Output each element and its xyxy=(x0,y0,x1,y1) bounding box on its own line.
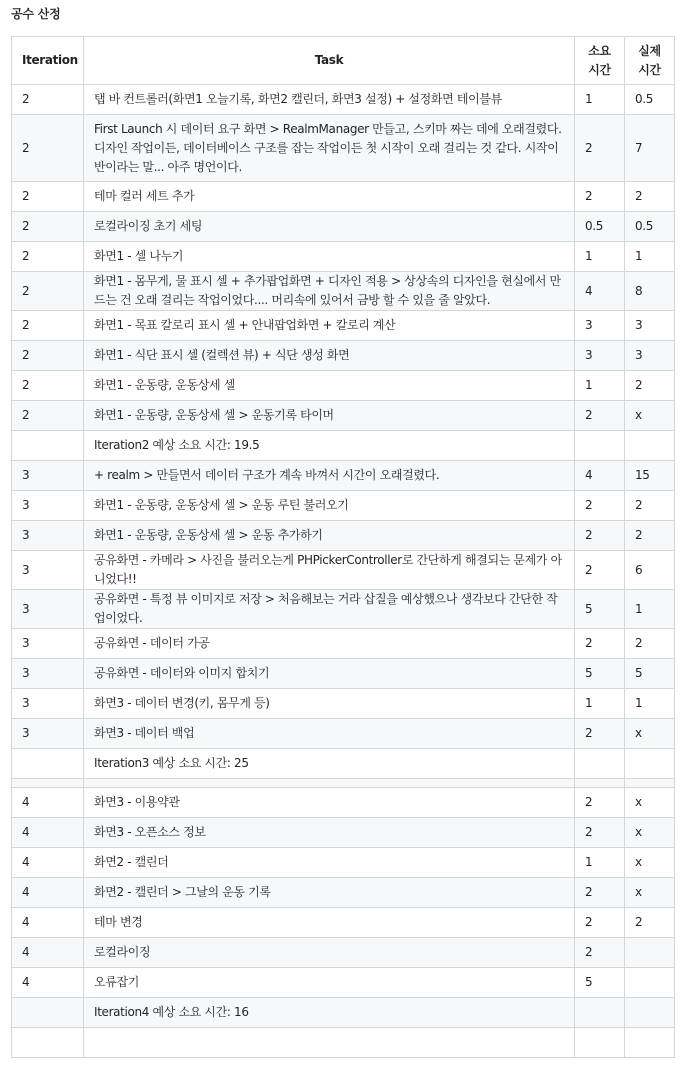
table-row xyxy=(12,779,675,788)
iteration-cell: 4 xyxy=(12,968,84,998)
task-cell: 화면1 - 운동량, 운동상세 셀 > 운동기록 타이머 xyxy=(84,401,575,431)
task-cell: 화면3 - 데이터 변경(키, 몸무게 등) xyxy=(84,689,575,719)
estimated-time-cell xyxy=(575,431,625,461)
iteration-cell: 2 xyxy=(12,311,84,341)
iteration-cell: 2 xyxy=(12,401,84,431)
header-estimated-time-line1: 소요 xyxy=(588,43,611,58)
actual-time-cell: 3 xyxy=(625,341,675,371)
task-cell: 탭 바 컨트롤러(화면1 오늘기록, 화면2 캘린더, 화면3 설정) + 설정화면 테이블뷰 xyxy=(84,85,575,115)
iteration-cell: 2 xyxy=(12,115,84,182)
header-actual-time-line2: 시간 xyxy=(638,62,661,77)
iteration-cell: 3 xyxy=(12,521,84,551)
task-cell: Iteration4 예상 소요 시간: 16 xyxy=(84,998,575,1028)
estimated-time-cell: 1 xyxy=(575,242,625,272)
iteration-cell: 4 xyxy=(12,938,84,968)
actual-time-cell: 2 xyxy=(625,521,675,551)
task-cell xyxy=(84,779,575,788)
iteration-cell: 4 xyxy=(12,818,84,848)
iteration-cell: 2 xyxy=(12,341,84,371)
task-cell: 테마 변경 xyxy=(84,908,575,938)
iteration-cell: 3 xyxy=(12,461,84,491)
actual-time-cell: 5 xyxy=(625,659,675,689)
table-row xyxy=(12,719,675,749)
estimated-time-cell: 2 xyxy=(575,521,625,551)
estimated-time-cell: 1 xyxy=(575,371,625,401)
iteration-cell: 2 xyxy=(12,212,84,242)
actual-time-cell: 2 xyxy=(625,371,675,401)
actual-time-cell xyxy=(625,968,675,998)
table-row xyxy=(12,401,675,431)
iteration-cell: 4 xyxy=(12,908,84,938)
table-row xyxy=(12,341,675,371)
estimated-time-cell: 5 xyxy=(575,968,625,998)
actual-time-cell: 6 xyxy=(625,551,675,590)
table-row xyxy=(12,242,675,272)
iteration-cell: 2 xyxy=(12,272,84,311)
iteration-cell: 4 xyxy=(12,788,84,818)
header-estimated-time-line2: 시간 xyxy=(588,62,611,77)
iteration-cell: 2 xyxy=(12,242,84,272)
table-row xyxy=(12,689,675,719)
header-actual-time xyxy=(625,37,675,85)
estimated-time-cell xyxy=(575,779,625,788)
estimated-time-cell: 2 xyxy=(575,551,625,590)
table-row xyxy=(12,818,675,848)
actual-time-cell: x xyxy=(625,848,675,878)
task-cell: 로컬라이징 xyxy=(84,938,575,968)
header-estimated-time xyxy=(575,37,625,85)
task-cell: 공유화면 - 특정 뷰 이미지로 저장 > 처음해보는 거라 삽질을 예상했으나 생각보다 간단한 작업이었다. xyxy=(84,590,575,629)
task-cell: 화면1 - 식단 표시 셀 (컬렉션 뷰) + 식단 생성 화면 xyxy=(84,341,575,371)
actual-time-cell: 1 xyxy=(625,689,675,719)
estimated-time-cell: 5 xyxy=(575,659,625,689)
iteration-cell: 2 xyxy=(12,371,84,401)
table-row xyxy=(12,1028,675,1058)
table-row xyxy=(12,998,675,1028)
table-header-row xyxy=(12,37,675,85)
table-row xyxy=(12,272,675,311)
iteration-cell: 4 xyxy=(12,878,84,908)
estimated-time-cell: 3 xyxy=(575,341,625,371)
actual-time-cell: 2 xyxy=(625,182,675,212)
task-cell: 테마 컬러 세트 추가 xyxy=(84,182,575,212)
task-cell: 화면1 - 운동량, 운동상세 셀 > 운동 루틴 불러오기 xyxy=(84,491,575,521)
actual-time-cell xyxy=(625,779,675,788)
iteration-cell: 3 xyxy=(12,590,84,629)
task-cell: 화면1 - 셀 나누기 xyxy=(84,242,575,272)
table-row xyxy=(12,878,675,908)
estimated-time-cell xyxy=(575,998,625,1028)
task-cell: 화면1 - 운동량, 운동상세 셀 > 운동 추가하기 xyxy=(84,521,575,551)
actual-time-cell: 1 xyxy=(625,242,675,272)
table-row xyxy=(12,788,675,818)
iteration-cell: 3 xyxy=(12,491,84,521)
actual-time-cell: x xyxy=(625,818,675,848)
estimated-time-cell: 2 xyxy=(575,115,625,182)
actual-time-cell: 2 xyxy=(625,629,675,659)
header-actual-time-line1: 실제 xyxy=(638,43,661,58)
task-cell: 화면3 - 데이터 백업 xyxy=(84,719,575,749)
estimated-time-cell: 4 xyxy=(575,461,625,491)
estimated-time-cell: 2 xyxy=(575,182,625,212)
task-cell: + realm > 만들면서 데이터 구조가 계속 바껴서 시간이 오래걸렸다. xyxy=(84,461,575,491)
table-row xyxy=(12,115,675,182)
iteration-cell: 3 xyxy=(12,689,84,719)
table-row xyxy=(12,551,675,590)
actual-time-cell: 8 xyxy=(625,272,675,311)
task-cell: 화면1 - 몸무게, 물 표시 셀 + 추가팝업화면 + 디자인 적용 > 상상속의 디자인을 현실에서 만드는 건 오래 걸리는 작업이었다.... 머리속에 있어서 금방 할 수 있을 줄 알았다. xyxy=(84,272,575,311)
iteration-cell xyxy=(12,749,84,779)
actual-time-cell: 0.5 xyxy=(625,85,675,115)
actual-time-cell xyxy=(625,1028,675,1058)
actual-time-cell: 0.5 xyxy=(625,212,675,242)
actual-time-cell: x xyxy=(625,788,675,818)
table-row xyxy=(12,938,675,968)
iteration-cell xyxy=(12,431,84,461)
iteration-cell: 3 xyxy=(12,719,84,749)
actual-time-cell: 1 xyxy=(625,590,675,629)
page-title: 공수 산정 xyxy=(11,7,61,21)
iteration-cell: 2 xyxy=(12,182,84,212)
actual-time-cell xyxy=(625,998,675,1028)
actual-time-cell: x xyxy=(625,401,675,431)
estimated-time-cell: 2 xyxy=(575,878,625,908)
actual-time-cell xyxy=(625,938,675,968)
task-cell: 공유화면 - 카메라 > 사진을 불러오는게 PHPickerController로 간단하게 해결되는 문제가 아니었다!! xyxy=(84,551,575,590)
header-task: Task xyxy=(84,37,575,85)
table-row xyxy=(12,848,675,878)
task-cell: 공유화면 - 데이터 가공 xyxy=(84,629,575,659)
task-cell: 화면2 - 캘린더 > 그날의 운동 기록 xyxy=(84,878,575,908)
estimated-time-cell: 2 xyxy=(575,788,625,818)
table-row xyxy=(12,85,675,115)
estimated-time-cell: 2 xyxy=(575,818,625,848)
estimated-time-cell: 1 xyxy=(575,689,625,719)
task-cell: Iteration2 예상 소요 시간: 19.5 xyxy=(84,431,575,461)
iteration-cell: 3 xyxy=(12,659,84,689)
task-cell: 화면2 - 캘린더 xyxy=(84,848,575,878)
table-row xyxy=(12,749,675,779)
iteration-cell xyxy=(12,779,84,788)
estimated-time-cell: 2 xyxy=(575,908,625,938)
table-row xyxy=(12,491,675,521)
table-row xyxy=(12,968,675,998)
task-cell: 화면1 - 운동량, 운동상세 셀 xyxy=(84,371,575,401)
table-row xyxy=(12,431,675,461)
estimated-time-cell: 5 xyxy=(575,590,625,629)
table-row xyxy=(12,461,675,491)
estimated-time-cell: 3 xyxy=(575,311,625,341)
task-cell: 공유화면 - 데이터와 이미지 합치기 xyxy=(84,659,575,689)
task-cell: 화면3 - 이용약관 xyxy=(84,788,575,818)
estimated-time-cell: 1 xyxy=(575,85,625,115)
table-row xyxy=(12,908,675,938)
actual-time-cell: 7 xyxy=(625,115,675,182)
estimated-time-cell: 2 xyxy=(575,629,625,659)
actual-time-cell xyxy=(625,749,675,779)
table-row xyxy=(12,371,675,401)
estimated-time-cell xyxy=(575,1028,625,1058)
iteration-cell: 2 xyxy=(12,85,84,115)
table-row xyxy=(12,629,675,659)
table-row xyxy=(12,311,675,341)
iteration-cell xyxy=(12,1028,84,1058)
actual-time-cell: 2 xyxy=(625,491,675,521)
task-cell: 로컬라이징 초기 세팅 xyxy=(84,212,575,242)
actual-time-cell xyxy=(625,431,675,461)
task-cell: Iteration3 예상 소요 시간: 25 xyxy=(84,749,575,779)
estimated-time-cell: 2 xyxy=(575,491,625,521)
actual-time-cell: 2 xyxy=(625,908,675,938)
estimated-time-cell: 2 xyxy=(575,719,625,749)
iteration-cell xyxy=(12,998,84,1028)
actual-time-cell: x xyxy=(625,878,675,908)
task-cell: 오류잡기 xyxy=(84,968,575,998)
estimated-time-cell: 2 xyxy=(575,938,625,968)
iteration-cell: 3 xyxy=(12,629,84,659)
estimated-time-cell: 0.5 xyxy=(575,212,625,242)
table-row xyxy=(12,659,675,689)
actual-time-cell: 15 xyxy=(625,461,675,491)
estimated-time-cell xyxy=(575,749,625,779)
table-row xyxy=(12,182,675,212)
iteration-cell: 3 xyxy=(12,551,84,590)
table-row xyxy=(12,590,675,629)
estimated-time-cell: 2 xyxy=(575,401,625,431)
task-cell: 화면1 - 목표 칼로리 표시 셀 + 안내팝업화면 + 칼로리 계산 xyxy=(84,311,575,341)
table-row xyxy=(12,521,675,551)
actual-time-cell: x xyxy=(625,719,675,749)
estimated-time-cell: 4 xyxy=(575,272,625,311)
header-iteration: Iteration xyxy=(12,37,84,85)
task-cell: First Launch 시 데이터 요구 화면 > RealmManager 만들고, 스키마 짜는 데에 오래걸렸다. 디자인 작업이든, 데이터베이스 구조를 잡는 작업이든 첫 시작이 오래 걸리는 것 같다. 시작이 반이라는 말... 아주 명언이다. xyxy=(84,115,575,182)
table-row xyxy=(12,212,675,242)
task-cell: 화면3 - 오픈소스 정보 xyxy=(84,818,575,848)
actual-time-cell: 3 xyxy=(625,311,675,341)
iteration-cell: 4 xyxy=(12,848,84,878)
estimated-time-cell: 1 xyxy=(575,848,625,878)
effort-estimate-table xyxy=(11,36,675,1058)
task-cell xyxy=(84,1028,575,1058)
